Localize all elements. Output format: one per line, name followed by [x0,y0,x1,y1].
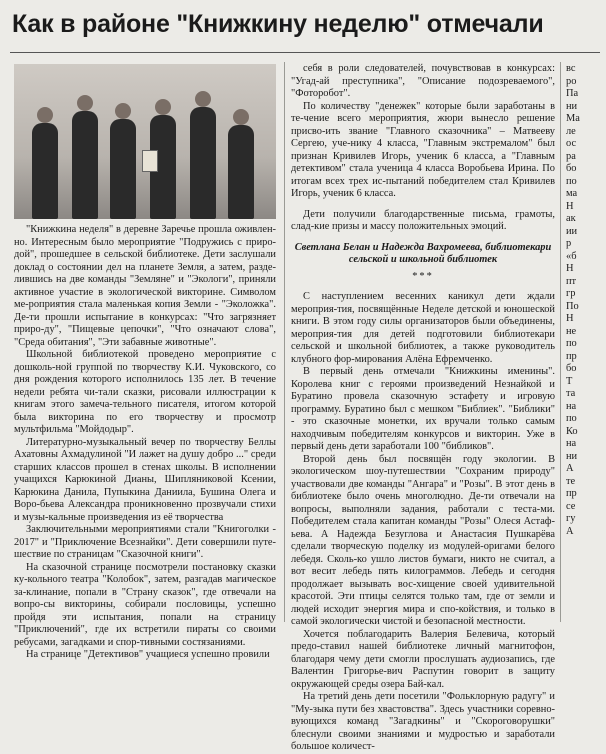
paragraph: На сказочной странице посмотрели постановку сказки ку-кольного театра "Колобок", затем, разгадав магическое за-клинание, попали в "Страну сказок", где отвечали на вопро-сы викторины, собирали пословицы, успешно пройдя эти испытания, попали на страницу "Приключений", где их встретили пираты со своими ребусами, загадками и спор-тивными состязаниями. [14,561,276,648]
cropped-line: по [566,413,577,424]
cropped-line: по [566,175,577,187]
paragraph: На третий день дети посетили "Фольклорную радугу" и "Му-зыка пути без хвастовства". Здесь участники соревно-вующихся команд "Загадкины" и "Скороговорушки" блеснули своими знаниями и мудростью и заработали большое количест- [291,691,555,752]
cropped-line: бо [566,363,577,374]
paragraph: Хочется поблагодарить Валерия Белевича, который предо-ставил нашей библиотеке личный магнитофон, благодаря чему дети смогли прослушать аудиозапись, где Валентин Григорье-вич Распутин говорит в защиту окружающей среды озера Бай-кал. [291,628,555,690]
cropped-line: ии [566,225,578,237]
paragraph: "Книжкина неделя" в деревне Заречье прошла оживлен-но. Интересным было мероприятие "Подружись с приро-дой", прошедшее в сельской библиотеке. Дети заслушали доклад о состоянии дел на планете Земля, а затем, разде-лившись на две команды "Земляне" и "Экологи", приняли активное участие в экологической викторине. Символом ме-роприятия стала маленькая копия Земли - "Эколожка". Де-ти прошли испытание в конкурсах: "Что загрязняет приро-ду", "Пищевые цепочки", "Что означают слова", "Среда обитания", "Эти забавные животные". [14,224,276,348]
paragraph: С наступлением весенних каникул дети ждали мероприя-тия, посвящённые Неделе детской и юношеской книги. В этом году силы организаторов были объединены, мероприя-тия для детей подготовили библиотекари сельской и школьной библиотек, а также руководитель клубного фор-мирования Алёна Ефремченко. [291,291,555,365]
cropped-line: Ма [566,113,580,124]
column-divider [284,62,285,622]
headline: Как в районе "Книжкину неделю" отмечали [12,10,544,38]
cropped-line: те [566,475,576,487]
cropped-line: Па [566,88,579,99]
cropped-line: ра [566,150,576,162]
cropped-line: А [566,525,574,537]
cropped-line: ма [566,188,578,199]
cropped-line: та [566,388,576,399]
cropped-line: ро [566,75,577,87]
author-signature: Светлана Белан и Надежда Вахромеева, библиотекари сельской и школьной библиотек [294,241,552,265]
article-photo [14,64,276,219]
photo-child [228,125,254,219]
cropped-line: Н [566,263,574,274]
photo-child [190,107,216,219]
cropped-line: се [566,500,576,512]
cropped-line: ак [566,213,576,224]
cropped-line: ни [566,100,578,112]
article-column-middle [291,63,555,754]
cropped-line: Т [566,375,573,387]
cropped-line: гу [566,513,576,524]
cropped-line: бо [566,163,577,174]
photo-child [72,111,98,219]
cropped-line: по [566,338,577,349]
paragraph: Второй день был посвящён году экологии. В экологическом шоу-путешествии "Сохраним природу" участвовали две команды "Ангара" и "Розы". В этот день в библиотеке было очень многолюдно. Де-ти отвечали на вопросы, выполняли задания, работали с теста-ми. Победителем стала капитан команды "Розы" Олеся Астаф-ьева. А Надежда Безуглова и Анастасия Пушкарёва сделали творческую поделку из модулей-оригами белого лебедя. Сколь-ко ушло листов бумаги, никто не считал, а вот весит лебедь пять килограммов. Лебедь и сегодня продолжает вызывать вос-хищение своей удивительной красотой. Эти птицы селятся только там, где от земли и людей исходит энергия мира и спо-койствия, и только в самой экологически чистой и безопасной местности. [291,453,555,627]
cropped-line: пр [566,488,577,499]
cropped-line: р [566,238,572,249]
article-column-left [14,224,276,662]
paragraph: В первый день отмечали "Книжкины именины". Королева книг с героями произведений Незнайкой и Буратино провела сказочную эстафету и игровую программу. Буратино был с мешком "Библиек". "Библики" - это сказочные монетки, их вручали только самым находчивым победителям конкурсов и викторин. Уже в первый день дети заработали 100 "библиков". [291,366,555,452]
paragraph: Литературно-музыкальный вечер по творчеству Беллы Ахатовны Ахмадулиной "И лажет на душу добро ..." среди старших классов прошел в стенах школы. В исполнении учащихся Карюкиной Дианы, Шипляниковой Ксении, Карюкина Данила, Пупыкина Даниила, Бушина Олега и Воро-бьева Александра проникновенно прозвучали стихи и музы-кальные произведения из её творчества [14,436,276,523]
photo-child [32,123,58,219]
cropped-line: гр [566,288,576,299]
cropped-line: ле [566,125,576,137]
paragraph: себя в роли следователей, почувствовав в конкурсах: "Угад-ай преступника", "Описание подозреваемого", "Фоторобот". [291,63,555,99]
cropped-line: По [566,300,579,312]
paragraph: Школьной библиотекой проведено мероприятие с дошколь-ной группой по творчеству К.И. Чуковского, со дня рождения которого исполнилось 135 лет. В течение недели ребята чи-тали сказки, рисовали иллюстрации к книгам этого замеча-тельного писателя, итогом которой была викторина по его творчеству и просмотр мультфильма "Мойдодыр". [14,349,276,435]
cropped-line: Ко [566,425,578,437]
cropped-line: А [566,463,574,474]
paragraph: Дети получили благодарственные письма, грамоты, слад-кие призы и массу положительных эмоций. [291,208,555,232]
book-icon [142,150,158,172]
section-separator: *** [412,270,434,282]
cropped-line: пр [566,350,577,362]
cropped-line: пт [566,275,577,287]
column-divider [560,62,561,622]
cropped-line: «б [566,250,577,262]
cropped-line: на [566,438,577,449]
paragraph: По количеству "денежек" которые были заработаны в те-чение всего мероприятия, жюри вынесло решение присво-ить звание "Главного сказочника" – Матвееву Сергею, уче-нику 4 класса, "Главным экстремалом" был признан Кривилев Игорь, ученик 6 класса, а "Главным детективом" стала ученица 4 класса Воробьева Ирина. По итогам всех трех ис-пытаний победителем стал Кривилев Игорь, ученик 6 класса. [291,100,555,199]
cropped-line: Н [566,313,574,324]
photo-child [110,119,136,219]
cropped-line: ос [566,138,577,149]
cropped-line: вс [566,63,576,74]
paragraph: Заключительными мероприятиями стали "Книгоголки - 2017" и "Приключение Всезнайки". Дети совершили путе-шествие по страницам "Сказочной книги". [14,524,276,560]
cropped-line: на [566,400,577,412]
cropped-adjacent-column [566,63,606,538]
cropped-line: не [566,325,577,337]
paragraph: На странице "Детективов" учащиеся успешно провили [26,649,270,660]
cropped-line: Н [566,200,574,212]
headline-rule [10,52,600,53]
cropped-line: ни [566,450,578,462]
